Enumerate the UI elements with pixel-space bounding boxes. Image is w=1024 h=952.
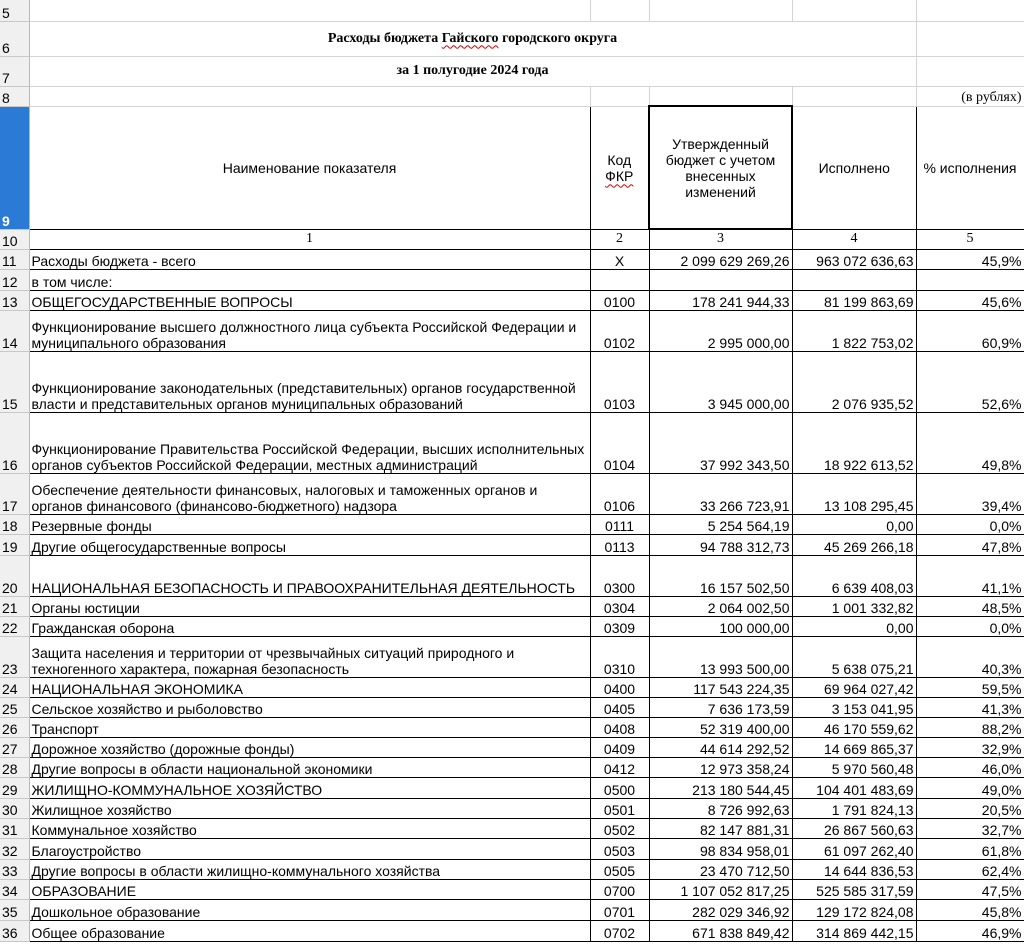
row-executed-cell[interactable]: 45 269 266,18 bbox=[792, 534, 916, 555]
row-name-cell[interactable]: Коммунальное хозяйство bbox=[29, 818, 590, 838]
row-approved-cell[interactable]: 117 543 224,35 bbox=[649, 677, 792, 697]
row-name-cell[interactable]: Благоустройство bbox=[29, 838, 590, 859]
row-percent-cell[interactable]: 20,5% bbox=[916, 798, 1024, 818]
row-code: 0309 bbox=[603, 619, 636, 636]
row-executed-cell[interactable]: 525 585 317,59 bbox=[792, 879, 916, 899]
row-executed-cell[interactable]: 0,00 bbox=[792, 616, 916, 636]
row-percent-cell[interactable]: 32,7% bbox=[916, 818, 1024, 838]
row-code: 0408 bbox=[603, 720, 636, 737]
row-header[interactable]: 5 bbox=[0, 0, 29, 21]
row-approved-cell[interactable] bbox=[649, 269, 792, 290]
row-approved-cell[interactable]: 7 636 173,59 bbox=[649, 697, 792, 717]
row-approved-cell[interactable]: 100 000,00 bbox=[649, 616, 792, 636]
row-header[interactable]: 15 bbox=[0, 351, 29, 412]
cell[interactable] bbox=[649, 86, 792, 106]
row-name-cell[interactable]: Другие общегосударственные вопросы bbox=[29, 534, 590, 555]
row-header[interactable]: 29 bbox=[0, 777, 29, 798]
row-code: 0700 bbox=[603, 882, 636, 899]
row-code: 0102 bbox=[603, 334, 636, 351]
row-header[interactable]: 23 bbox=[0, 636, 29, 677]
row-header[interactable]: 36 bbox=[0, 920, 29, 941]
row-header[interactable]: 18 bbox=[0, 514, 29, 534]
row-name-cell[interactable]: Транспорт bbox=[29, 717, 590, 737]
row-approved-cell[interactable]: 12 973 358,24 bbox=[649, 757, 792, 777]
row-executed-cell[interactable]: 104 401 483,69 bbox=[792, 777, 916, 798]
row-percent-cell[interactable]: 41,3% bbox=[916, 697, 1024, 717]
row-executed-cell[interactable]: 5 970 560,48 bbox=[792, 757, 916, 777]
row-approved-cell[interactable]: 2 995 000,00 bbox=[649, 310, 792, 351]
row-approved-cell[interactable]: 82 147 881,31 bbox=[649, 818, 792, 838]
header-percent[interactable]: % исполнения bbox=[916, 106, 1024, 229]
row-percent-cell[interactable]: 32,9% bbox=[916, 737, 1024, 757]
row-code: 0500 bbox=[603, 781, 636, 798]
row-code-cell[interactable] bbox=[590, 555, 649, 596]
cell[interactable] bbox=[590, 0, 649, 21]
row-executed-cell[interactable]: 81 199 863,69 bbox=[792, 290, 916, 310]
row-name-cell[interactable]: Функционирование Правительства Российской Федерации, высших исполнительных органов субъектов Российской Федерации, местных администраций bbox=[29, 412, 590, 473]
row-approved-cell[interactable]: 1 107 052 817,25 bbox=[649, 879, 792, 899]
column-number[interactable]: 5 bbox=[916, 229, 1024, 249]
row-percent-cell[interactable]: 45,6% bbox=[916, 290, 1024, 310]
row-approved-cell[interactable]: 94 788 312,73 bbox=[649, 534, 792, 555]
row-percent-cell[interactable]: 41,1% bbox=[916, 555, 1024, 596]
row-executed-cell[interactable]: 6 639 408,03 bbox=[792, 555, 916, 596]
row-header[interactable]: 17 bbox=[0, 473, 29, 514]
row-code: 0310 bbox=[603, 660, 636, 677]
row-header[interactable]: 10 bbox=[0, 229, 29, 249]
row-executed-cell[interactable]: 2 076 935,52 bbox=[792, 351, 916, 412]
row-code: 0412 bbox=[603, 760, 636, 777]
table-row bbox=[0, 249, 1024, 269]
row-code: 0505 bbox=[603, 862, 636, 879]
row-code-cell[interactable] bbox=[590, 473, 649, 514]
row-code: 0702 bbox=[603, 924, 636, 941]
row-code-cell[interactable] bbox=[590, 920, 649, 941]
table-row bbox=[0, 269, 1024, 290]
row-code: 0104 bbox=[603, 456, 636, 473]
row-header[interactable]: 31 bbox=[0, 818, 29, 838]
row-approved-cell[interactable]: 37 992 343,50 bbox=[649, 412, 792, 473]
row-executed-cell[interactable]: 1 822 753,02 bbox=[792, 310, 916, 351]
row-code: 0100 bbox=[603, 293, 636, 310]
header-code-line: Код bbox=[607, 151, 632, 168]
row-header[interactable]: 11 bbox=[0, 249, 29, 269]
row-name-cell[interactable]: НАЦИОНАЛЬНАЯ ЭКОНОМИКА bbox=[29, 677, 590, 697]
row-code: 0103 bbox=[603, 395, 636, 412]
row-code: Х bbox=[614, 252, 625, 269]
row-code: 0501 bbox=[603, 801, 636, 818]
unit-note[interactable]: (в рублях) bbox=[916, 86, 1024, 106]
row-header[interactable]: 13 bbox=[0, 290, 29, 310]
row-code-cell[interactable] bbox=[590, 859, 649, 879]
row-executed-cell[interactable]: 129 172 824,08 bbox=[792, 899, 916, 920]
row-name-cell[interactable]: Другие вопросы в области национальной экономики bbox=[29, 757, 590, 777]
row-name-cell[interactable]: Дошкольное образование bbox=[29, 899, 590, 920]
header-code[interactable] bbox=[590, 106, 649, 229]
row-header[interactable]: 28 bbox=[0, 757, 29, 777]
row-header[interactable]: 6 bbox=[0, 21, 29, 56]
row-name-cell[interactable]: Функционирование высшего должностного лица субъекта Российской Федерации и муниципального образования bbox=[29, 310, 590, 351]
row-header[interactable]: 25 bbox=[0, 697, 29, 717]
row-header[interactable]: 22 bbox=[0, 616, 29, 636]
table-row bbox=[0, 514, 1024, 534]
cell[interactable] bbox=[29, 0, 590, 21]
row-code-cell[interactable] bbox=[590, 838, 649, 859]
row-header[interactable]: 16 bbox=[0, 412, 29, 473]
row-header[interactable]: 21 bbox=[0, 596, 29, 616]
row-header[interactable]: 30 bbox=[0, 798, 29, 818]
row-name-cell[interactable]: Функционирование законодательных (представительных) органов государственной власти и представительных органов муниципальных образований bbox=[29, 351, 590, 412]
row-percent-cell[interactable]: 46,9% bbox=[916, 920, 1024, 941]
row-name-cell[interactable]: Резервные фонды bbox=[29, 514, 590, 534]
row-name-cell[interactable]: ОБЩЕГОСУДАРСТВЕННЫЕ ВОПРОСЫ bbox=[29, 290, 590, 310]
title-line-1[interactable] bbox=[29, 21, 916, 56]
row-percent-cell[interactable]: 47,8% bbox=[916, 534, 1024, 555]
table-row bbox=[0, 920, 1024, 941]
row-code-cell[interactable] bbox=[590, 899, 649, 920]
row-percent-cell[interactable]: 47,5% bbox=[916, 879, 1024, 899]
row-approved-cell[interactable]: 16 157 502,50 bbox=[649, 555, 792, 596]
row-executed-cell[interactable]: 5 638 075,21 bbox=[792, 636, 916, 677]
row-approved-cell[interactable]: 52 319 400,00 bbox=[649, 717, 792, 737]
header-approved[interactable]: Утвержденный бюджет с учетом внесенных изменений bbox=[649, 106, 792, 229]
row-approved-cell[interactable]: 282 029 346,92 bbox=[649, 899, 792, 920]
row-executed-cell[interactable]: 46 170 559,62 bbox=[792, 717, 916, 737]
row-name-cell[interactable]: Дорожное хозяйство (дорожные фонды) bbox=[29, 737, 590, 757]
row-executed-cell[interactable]: 314 869 442,15 bbox=[792, 920, 916, 941]
row-executed-cell[interactable]: 963 072 636,63 bbox=[792, 249, 916, 269]
row-header[interactable]: 12 bbox=[0, 269, 29, 290]
cell[interactable] bbox=[590, 86, 649, 106]
row-code: 0113 bbox=[604, 538, 635, 555]
cell[interactable] bbox=[792, 0, 916, 21]
row-approved-cell[interactable]: 5 254 564,19 bbox=[649, 514, 792, 534]
row-code-cell[interactable] bbox=[590, 636, 649, 677]
title-line-2[interactable]: за 1 полугодие 2024 года bbox=[29, 56, 916, 86]
title-part-spell: Гайского bbox=[441, 30, 499, 46]
row-approved-cell[interactable]: 2 099 629 269,26 bbox=[649, 249, 792, 269]
row-executed-cell[interactable]: 69 964 027,42 bbox=[792, 677, 916, 697]
row-header[interactable]: 7 bbox=[0, 56, 29, 86]
row-code-cell[interactable] bbox=[590, 737, 649, 757]
row-code: 0304 bbox=[603, 599, 636, 616]
row-percent-cell[interactable]: 59,5% bbox=[916, 677, 1024, 697]
row-header[interactable]: 32 bbox=[0, 838, 29, 859]
table-row bbox=[0, 310, 1024, 351]
row-header[interactable]: 35 bbox=[0, 899, 29, 920]
row-percent-cell[interactable]: 48,5% bbox=[916, 596, 1024, 616]
row-code: 0106 bbox=[603, 497, 636, 514]
row-header[interactable]: 33 bbox=[0, 859, 29, 879]
row-code: 0409 bbox=[603, 740, 636, 757]
row-code-cell[interactable] bbox=[590, 777, 649, 798]
row-percent-cell[interactable]: 49,8% bbox=[916, 412, 1024, 473]
data-rows bbox=[0, 249, 1024, 941]
row-name-cell[interactable]: Защита населения и территории от чрезвычайных ситуаций природного и техногенного характера, пожарная безопасность bbox=[29, 636, 590, 677]
row-code: 0111 bbox=[604, 517, 635, 534]
row-code-cell[interactable] bbox=[590, 269, 649, 290]
column-number[interactable]: 4 bbox=[792, 229, 916, 249]
row-executed-cell[interactable]: 61 097 262,40 bbox=[792, 838, 916, 859]
cell[interactable] bbox=[916, 56, 1024, 86]
row-header[interactable]: 26 bbox=[0, 717, 29, 737]
row-executed-cell[interactable]: 14 669 865,37 bbox=[792, 737, 916, 757]
row-name-cell[interactable]: ЖИЛИЩНО-КОММУНАЛЬНОЕ ХОЗЯЙСТВО bbox=[29, 777, 590, 798]
table-row bbox=[0, 473, 1024, 514]
table-row bbox=[0, 412, 1024, 473]
row-code: 0502 bbox=[603, 821, 636, 838]
row-approved-cell[interactable]: 213 180 544,45 bbox=[649, 777, 792, 798]
row-percent-cell[interactable]: 0,0% bbox=[916, 514, 1024, 534]
table-row bbox=[0, 879, 1024, 899]
row-code: 0503 bbox=[603, 842, 636, 859]
table-row bbox=[0, 777, 1024, 798]
row-executed-cell[interactable]: 13 108 295,45 bbox=[792, 473, 916, 514]
table-row bbox=[0, 899, 1024, 920]
row-percent-cell[interactable]: 88,2% bbox=[916, 717, 1024, 737]
header-name[interactable]: Наименование показателя bbox=[29, 106, 590, 229]
row-percent-cell[interactable]: 62,4% bbox=[916, 859, 1024, 879]
cell[interactable] bbox=[649, 0, 792, 21]
row-approved-cell[interactable]: 13 993 500,00 bbox=[649, 636, 792, 677]
row-code-cell[interactable] bbox=[590, 290, 649, 310]
row-code-cell[interactable] bbox=[590, 514, 649, 534]
row-code-cell[interactable] bbox=[590, 596, 649, 616]
row-code-cell[interactable] bbox=[590, 757, 649, 777]
row-approved-cell[interactable]: 33 266 723,91 bbox=[649, 473, 792, 514]
row-executed-cell[interactable]: 1 791 824,13 bbox=[792, 798, 916, 818]
row-header[interactable]: 19 bbox=[0, 534, 29, 555]
title-part: Расходы бюджета bbox=[327, 30, 442, 46]
row-code-cell[interactable] bbox=[590, 310, 649, 351]
table-row bbox=[0, 859, 1024, 879]
cell[interactable] bbox=[792, 86, 916, 106]
table-row bbox=[0, 717, 1024, 737]
row-percent-cell[interactable]: 61,8% bbox=[916, 838, 1024, 859]
row-code-cell[interactable] bbox=[590, 677, 649, 697]
cell[interactable] bbox=[29, 86, 590, 106]
row-code-cell[interactable] bbox=[590, 818, 649, 838]
row-percent-cell[interactable]: 52,6% bbox=[916, 351, 1024, 412]
row-percent-cell[interactable] bbox=[916, 269, 1024, 290]
row-header[interactable]: 24 bbox=[0, 677, 29, 697]
row-name-cell[interactable]: Расходы бюджета - всего bbox=[29, 249, 590, 269]
row-executed-cell[interactable]: 3 153 041,95 bbox=[792, 697, 916, 717]
table-row bbox=[0, 838, 1024, 859]
row-percent-cell[interactable]: 45,8% bbox=[916, 899, 1024, 920]
row-code-cell[interactable] bbox=[590, 616, 649, 636]
cell[interactable] bbox=[916, 0, 1024, 21]
table-row bbox=[0, 737, 1024, 757]
row-name-cell[interactable]: в том числе: bbox=[29, 269, 590, 290]
row-approved-cell[interactable]: 98 834 958,01 bbox=[649, 838, 792, 859]
cell[interactable] bbox=[916, 21, 1024, 56]
row-approved-cell[interactable]: 8 726 992,63 bbox=[649, 798, 792, 818]
table-row bbox=[0, 697, 1024, 717]
table-row bbox=[0, 555, 1024, 596]
row-approved-cell[interactable]: 3 945 000,00 bbox=[649, 351, 792, 412]
row-code-cell[interactable] bbox=[590, 717, 649, 737]
row-code: 0300 bbox=[603, 579, 636, 596]
table-row bbox=[0, 351, 1024, 412]
row-approved-cell[interactable]: 2 064 002,50 bbox=[649, 596, 792, 616]
row-executed-cell[interactable]: 1 001 332,82 bbox=[792, 596, 916, 616]
row-name-cell[interactable]: НАЦИОНАЛЬНАЯ БЕЗОПАСНОСТЬ И ПРАВООХРАНИТЕЛЬНАЯ ДЕЯТЕЛЬНОСТЬ bbox=[29, 555, 590, 596]
table-row bbox=[0, 798, 1024, 818]
row-percent-cell[interactable]: 60,9% bbox=[916, 310, 1024, 351]
row-approved-cell[interactable]: 671 838 849,42 bbox=[649, 920, 792, 941]
row-code: 0400 bbox=[603, 680, 636, 697]
row-header[interactable]: 20 bbox=[0, 555, 29, 596]
row-executed-cell[interactable]: 14 644 836,53 bbox=[792, 859, 916, 879]
row-code-cell[interactable] bbox=[590, 351, 649, 412]
row-percent-cell[interactable]: 0,0% bbox=[916, 616, 1024, 636]
column-number[interactable]: 2 bbox=[590, 229, 649, 249]
table-row bbox=[0, 677, 1024, 697]
column-number[interactable]: 1 bbox=[29, 229, 590, 249]
row-approved-cell[interactable]: 44 614 292,52 bbox=[649, 737, 792, 757]
row-header[interactable]: 8 bbox=[0, 86, 29, 106]
table-row bbox=[0, 757, 1024, 777]
row-name-cell[interactable]: Жилищное хозяйство bbox=[29, 798, 590, 818]
row-code-cell[interactable] bbox=[590, 534, 649, 555]
row-header-selected[interactable]: 9 bbox=[0, 106, 29, 229]
row-name-cell[interactable]: Другие вопросы в области жилищно-коммунального хозяйства bbox=[29, 859, 590, 879]
column-number[interactable]: 3 bbox=[649, 229, 792, 249]
row-name-cell[interactable]: ОБРАЗОВАНИЕ bbox=[29, 879, 590, 899]
table-row bbox=[0, 596, 1024, 616]
header-executed[interactable]: Исполнено bbox=[792, 106, 916, 229]
row-name-cell[interactable]: Органы юстиции bbox=[29, 596, 590, 616]
row-name-cell[interactable]: Общее образование bbox=[29, 920, 590, 941]
row-name-cell[interactable]: Обеспечение деятельности финансовых, налоговых и таможенных органов и органов финансового (финансово-бюджетного) надзора bbox=[29, 473, 590, 514]
row-code-cell[interactable] bbox=[590, 798, 649, 818]
title-part: городского округа bbox=[498, 30, 618, 46]
row-percent-cell[interactable]: 39,4% bbox=[916, 473, 1024, 514]
header-code-line: ФКР bbox=[605, 167, 634, 184]
row-percent-cell[interactable]: 40,3% bbox=[916, 636, 1024, 677]
table-row bbox=[0, 636, 1024, 677]
row-executed-cell[interactable]: 18 922 613,52 bbox=[792, 412, 916, 473]
row-code: 0405 bbox=[603, 700, 636, 717]
table-row bbox=[0, 290, 1024, 310]
table-row bbox=[0, 616, 1024, 636]
row-percent-cell[interactable]: 46,0% bbox=[916, 757, 1024, 777]
row-executed-cell[interactable]: 0,00 bbox=[792, 514, 916, 534]
row-percent-cell[interactable]: 49,0% bbox=[916, 777, 1024, 798]
row-header[interactable]: 14 bbox=[0, 310, 29, 351]
row-percent-cell[interactable]: 45,9% bbox=[916, 249, 1024, 269]
row-code-cell[interactable] bbox=[590, 697, 649, 717]
row-approved-cell[interactable]: 178 241 944,33 bbox=[649, 290, 792, 310]
row-code-cell[interactable] bbox=[590, 879, 649, 899]
row-code-cell[interactable] bbox=[590, 249, 649, 269]
row-name-cell[interactable]: Сельское хозяйство и рыболовство bbox=[29, 697, 590, 717]
row-header[interactable]: 27 bbox=[0, 737, 29, 757]
table-row bbox=[0, 818, 1024, 838]
row-code: 0701 bbox=[603, 903, 636, 920]
row-approved-cell[interactable]: 23 470 712,50 bbox=[649, 859, 792, 879]
row-name-cell[interactable]: Гражданская оборона bbox=[29, 616, 590, 636]
row-header[interactable]: 34 bbox=[0, 879, 29, 899]
row-code-cell[interactable] bbox=[590, 412, 649, 473]
row-executed-cell[interactable] bbox=[792, 269, 916, 290]
table-row bbox=[0, 534, 1024, 555]
row-executed-cell[interactable]: 26 867 560,63 bbox=[792, 818, 916, 838]
